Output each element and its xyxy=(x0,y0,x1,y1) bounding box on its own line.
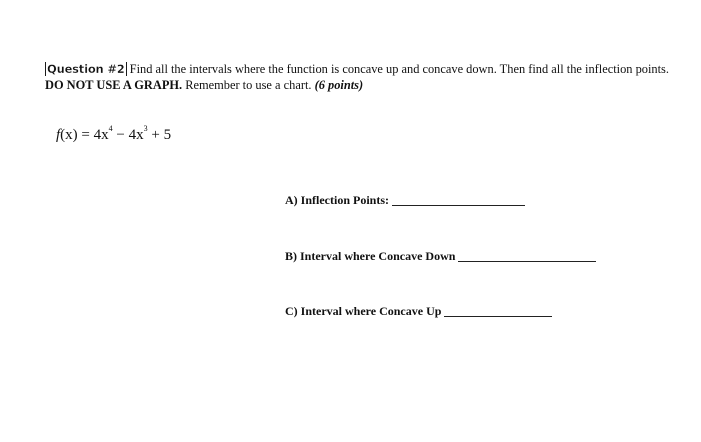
answer-inflection-points xyxy=(285,193,525,208)
answer-concave-up xyxy=(285,304,552,319)
exponent-1: 4 xyxy=(108,124,113,133)
question-text-part2: Remember to use a chart. xyxy=(182,77,315,92)
answer-concave-down xyxy=(285,249,596,264)
question-prompt xyxy=(45,62,685,93)
answer-c-blank[interactable] xyxy=(444,315,552,317)
function-argument: (x) xyxy=(60,127,78,143)
answer-c-label: C) Interval where Concave Up xyxy=(285,304,442,318)
question-text-part1: Find all the intervals where the function is concave up and concave down. Then find all the inflection points. xyxy=(126,62,669,76)
answer-b-label: B) Interval where Concave Down xyxy=(285,249,456,263)
equation-term-1: = 4x xyxy=(77,127,109,143)
answer-a-label: A) Inflection Points: xyxy=(285,193,389,207)
question-number-label: Question #2 xyxy=(47,62,125,76)
question-emphasis: DO NOT USE A GRAPH. xyxy=(45,77,183,92)
equation-term-2: − 4x xyxy=(112,127,144,143)
answer-a-blank[interactable] xyxy=(392,204,525,206)
equation-constant: + 5 xyxy=(147,127,172,143)
function-equation xyxy=(56,124,171,144)
exponent-2: 3 xyxy=(143,124,148,133)
question-points: (6 points) xyxy=(314,77,364,92)
function-name: f xyxy=(56,127,61,143)
answer-b-blank[interactable] xyxy=(458,260,596,262)
